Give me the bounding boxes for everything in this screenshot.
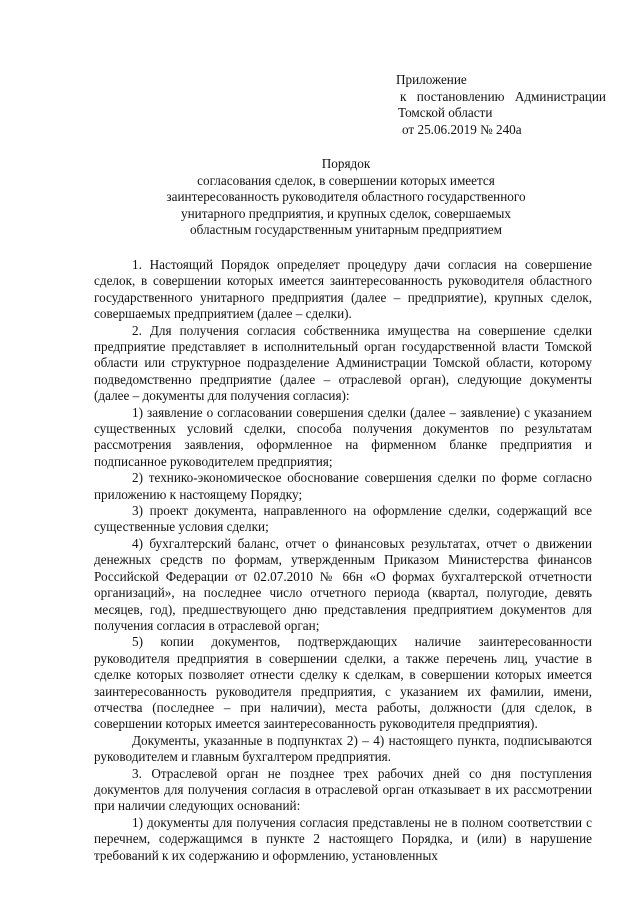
title-line-5: областным государственным унитарным предприятием: [190, 222, 502, 238]
annex-line-2-word-3: Администрации: [514, 88, 606, 104]
annex-line-2-word-2: постановлению: [416, 88, 505, 104]
paragraph-1: 1. Настоящий Порядок определяет процедуру дачи согласия на совершение сделок, в совершении которых имеется заинтересованность руководителя областного государственного унитарного предприятия (далее – предприятие), крупных сделок, совершаемых предприятием (далее – сделки).: [94, 256, 592, 322]
title-line-1: Порядок: [321, 156, 371, 171]
paragraph-3: 3. Отраслевой орган не позднее трех рабочих дней со дня поступления документов для получения согласия в отраслевой орган отказывает в их рассмотрении при наличии следующих оснований:: [94, 765, 592, 814]
document-body: [94, 257, 592, 864]
annex-line-4: от 25.06.2019 № 240а: [402, 121, 522, 137]
title-line-2: согласования сделок, в совершении которых имеется: [197, 172, 495, 188]
paragraph-2-item-2: 2) технико-экономическое обоснование совершения сделки по форме согласно приложению к настоящему Порядку;: [94, 470, 592, 502]
annex-header: [396, 72, 606, 138]
annex-line-2-word-1: к: [400, 88, 407, 104]
paragraph-2-signature-note: Документы, указанные в подпунктах 2) – 4) настоящего пункта, подписываются руководителем и главным бухгалтером предприятия.: [94, 732, 592, 765]
annex-line-2: [396, 89, 606, 106]
title-line-4: унитарного предприятия, и крупных сделок, совершаемых: [181, 205, 511, 221]
annex-line-3: Томской области: [398, 105, 493, 120]
annex-line-1: Приложение: [396, 72, 467, 87]
paragraph-2-item-4: 4) бухгалтерский баланс, отчет о финансовых результатах, отчет о движении денежных средств по формам, утвержденным Приказом Министерства финансов Российской Федерации от 02.07.2010 № 66н «О формах бухгалтерской отчетности организаций», на последнее число отчетного периода (квартал, полугодие, девять месяцев, год), предшествующего дню представления предприятием документов для получения согласия в отраслевой орган;: [94, 535, 592, 633]
document-title: [94, 156, 592, 239]
paragraph-3-item-1: 1) документы для получения согласия представлены не в полном соответствии с перечнем, содержащимся в пункте 2 настоящего Порядка, и (или) в нарушение требований к их содержанию и оформлению, установленных: [94, 814, 592, 863]
paragraph-2-item-3: 3) проект документа, направленного на оформление сделки, содержащий все существенные условия сделки;: [94, 503, 592, 535]
title-line-3: заинтересованность руководителя областного государственного: [166, 189, 526, 205]
paragraph-2: 2. Для получения согласия собственника имущества на совершение сделки предприятие представляет в исполнительный орган государственной власти Томской области или структурное подразделение Администрации Томской области, которому подведомственно предприятие (далее – отраслевой орган), следующие документы (далее – документы для получения согласия):: [94, 322, 592, 404]
paragraph-2-item-1: 1) заявление о согласовании совершения сделки (далее – заявление) с указанием существенных условий сделки, способа получения документов по результатам рассмотрения заявления, оформленное на фирменном бланке предприятия и подписанное руководителем предприятия;: [94, 404, 592, 469]
paragraph-2-item-5: 5) копии документов, подтверждающих наличие заинтересованности руководителя предприятия в совершении сделки, а также перечень лиц, участие в сделке которых позволяет отнести сделку к сделкам, в совершении которых имеется заинтересованность руководителя предприятия, с указанием их фамилии, имени, отчества (последнее – при наличии), места работы, должности (для сделок, в совершении которых имеется заинтересованность руководителя предприятия).: [94, 634, 592, 732]
